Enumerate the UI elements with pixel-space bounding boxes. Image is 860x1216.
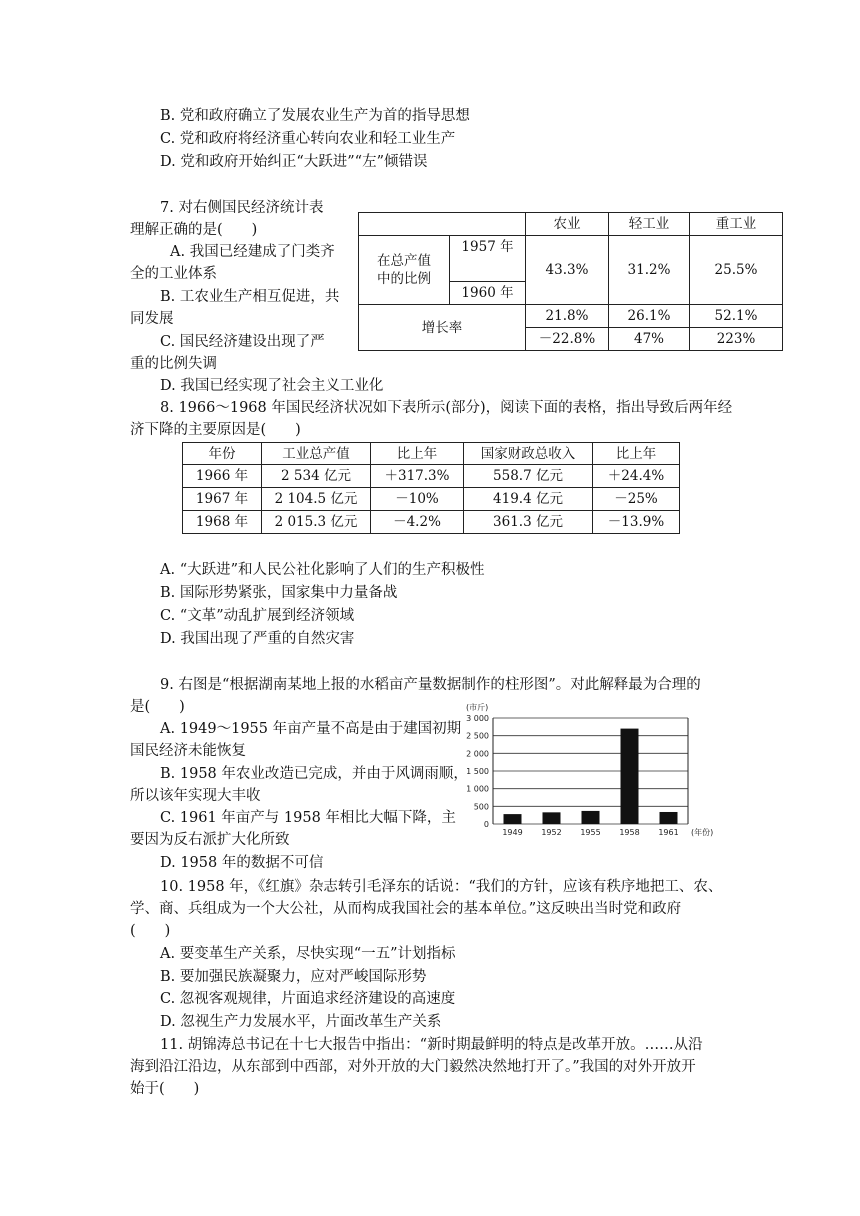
q10-option-b: B. 要加强民族凝聚力，应对严峻国际形势: [160, 969, 427, 985]
x-tick-label: 1955: [580, 828, 601, 837]
q8-stem-line2: 济下降的主要原因是( ): [130, 422, 301, 438]
q9-option-b-line1: B. 1958 年农业改造已完成，并由于风调雨顺，: [160, 766, 468, 782]
y-tick-label: 500: [473, 802, 489, 812]
bar-1958: [621, 729, 639, 824]
rice-yield-bar-chart: [455, 700, 740, 845]
y-tick-label: 2 000: [466, 749, 489, 759]
q7-option-c-line1: C. 国民经济建设出现了严: [160, 334, 325, 350]
table-row: [183, 511, 680, 534]
x-tick-label: 1952: [541, 828, 562, 837]
q10-stem-line3: ( ): [130, 923, 171, 939]
table-cell: 1967 年: [183, 488, 262, 511]
table-cell: 2 015.3 亿元: [262, 511, 371, 534]
q8-stem-line1: 8. 1966～1968 年国民经济状况如下表所示(部分)，阅读下面的表格，指出导致后两年经: [160, 400, 733, 416]
table-cell: 1966 年: [183, 465, 262, 488]
table-cell: －13.9%: [593, 511, 680, 534]
q7-header-heavy-industry: 重工业: [690, 213, 783, 236]
table-cell: ＋317.3%: [371, 465, 464, 488]
table-cell: －25%: [593, 488, 680, 511]
q8-option-a: A. “大跃进”和人民公社化影响了人们的生产积极性: [160, 562, 485, 578]
table-cell: 419.4 亿元: [464, 488, 593, 511]
table-row: [183, 488, 680, 511]
q8-header-change: 比上年: [593, 443, 680, 465]
q10-option-c: C. 忽视客观规律，片面追求经济建设的高速度: [160, 991, 456, 1007]
y-unit-label: (市斤): [466, 703, 489, 712]
q9-option-a-line2: 国民经济未能恢复: [130, 743, 246, 759]
q9-option-c-line1: C. 1961 年亩产与 1958 年相比大幅下降，主: [160, 810, 456, 826]
y-tick-label: 2 500: [466, 731, 489, 741]
q7-stem-line2: 理解正确的是( ): [130, 222, 258, 238]
y-tick-label: 1 000: [466, 784, 489, 794]
x-tick-label: 1958: [619, 828, 640, 837]
q7-year-1960: 1960 年: [450, 282, 526, 305]
q10-option-a: A. 要变革生产关系，尽快实现“一五”计划指标: [160, 946, 456, 962]
q7-growth1-light-industry: 26.1%: [609, 305, 690, 328]
q7-share-label: 在总产值 中的比例: [359, 236, 450, 305]
q7-growth1-heavy-industry: 52.1%: [690, 305, 783, 328]
x-tick-label: 1949: [502, 828, 523, 837]
x-unit-label: (年份): [691, 828, 714, 837]
q7-option-c-line2: 重的比例失调: [130, 356, 217, 372]
q8-header-revenue: 国家财政总收入: [464, 443, 593, 465]
q7-economy-table: [358, 212, 783, 351]
table-cell: －4.2%: [371, 511, 464, 534]
q6-option-d: D. 党和政府开始纠正“大跃进”“左”倾错误: [160, 154, 428, 170]
q7-stem-line1: 7. 对右侧国民经济统计表: [160, 200, 324, 216]
q8-header-year: 年份: [183, 443, 262, 465]
q10-stem-line2: 学、商、兵组成为一个大公社，从而构成我国社会的基本单位。”这反映出当时党和政府: [130, 901, 682, 917]
table-cell: 1968 年: [183, 511, 262, 534]
bar-1955: [582, 811, 600, 824]
q9-option-d: D. 1958 年的数据不可信: [160, 855, 324, 871]
q7-share-agriculture: 43.3%: [526, 236, 609, 305]
q9-stem-line1: 9. 右图是“根据湖南某地上报的水稻亩产量数据制作的柱形图”。对此解释最为合理的: [160, 677, 701, 693]
q7-header-light-industry: 轻工业: [609, 213, 690, 236]
x-tick-label: 1961: [658, 828, 679, 837]
q9-stem-line2: 是( ): [130, 699, 185, 715]
q7-option-d: D. 我国已经实现了社会主义工业化: [160, 378, 384, 394]
q7-option-b-line1: B. 工农业生产相互促进，共: [160, 289, 340, 305]
q7-growth2-agriculture: －22.8%: [526, 328, 609, 351]
bar-1952: [543, 812, 561, 824]
q9-option-a-line1: A. 1949～1955 年亩产量不高是由于建国初期: [160, 721, 462, 737]
q7-option-b-line2: 同发展: [130, 311, 174, 327]
table-row: [183, 465, 680, 488]
y-tick-label: 0: [483, 820, 489, 829]
q8-option-d: D. 我国出现了严重的自然灾害: [160, 631, 355, 647]
q7-share-light-industry: 31.2%: [609, 236, 690, 305]
q9-option-b-line2: 所以该年实现大丰收: [130, 788, 261, 804]
table-cell: 2 104.5 亿元: [262, 488, 371, 511]
q10-stem-line1: 10. 1958 年，《红旗》杂志转引毛泽东的话说：“我们的方针，应该有秩序地把工、农、: [160, 879, 723, 895]
y-tick-label: 1 500: [466, 767, 489, 776]
q7-growth-label: 增长率: [359, 305, 526, 351]
q6-option-b: B. 党和政府确立了发展农业生产为首的指导思想: [160, 108, 470, 124]
q9-option-c-line2: 要因为反右派扩大化所致: [130, 832, 290, 848]
q8-economy-table: [182, 442, 680, 534]
q8-option-b: B. 国际形势紧张，国家集中力量备战: [160, 585, 398, 601]
q7-share-heavy-industry: 25.5%: [690, 236, 783, 305]
q7-growth1-agriculture: 21.8%: [526, 305, 609, 328]
table-cell: 2 534 亿元: [262, 465, 371, 488]
q7-header-agriculture: 农业: [526, 213, 609, 236]
table-cell: －10%: [371, 488, 464, 511]
q11-stem-line2: 海到沿江沿边，从东部到中西部，对外开放的大门毅然决然地打开了。”我国的对外开放开: [130, 1059, 696, 1075]
table-cell: ＋24.4%: [593, 465, 680, 488]
q10-option-d: D. 忽视生产力发展水平，片面改革生产关系: [160, 1014, 442, 1030]
q7-growth2-light-industry: 47%: [609, 328, 690, 351]
q8-header-change: 比上年: [371, 443, 464, 465]
q7-option-a-line1: A. 我国已经建成了门类齐: [170, 244, 335, 260]
q7-option-a-line2: 全的工业体系: [130, 266, 217, 282]
table-cell: 361.3 亿元: [464, 511, 593, 534]
q11-stem-line3: 始于( ): [130, 1081, 200, 1097]
q8-header-industrial-output: 工业总产值: [262, 443, 371, 465]
table-cell: 558.7 亿元: [464, 465, 593, 488]
bar-1961: [660, 812, 678, 824]
q8-option-c: C. “文革”动乱扩展到经济领域: [160, 608, 355, 624]
bar-1949: [504, 814, 522, 824]
q7-year-1957: 1957 年: [450, 236, 526, 282]
y-tick-label: 3 000: [466, 714, 489, 723]
q7-growth2-heavy-industry: 223%: [690, 328, 783, 351]
q11-stem-line1: 11. 胡锦涛总书记在十七大报告中指出：“新时期最鲜明的特点是改革开放。……从沿: [160, 1037, 703, 1053]
q6-option-c: C. 党和政府将经济重心转向农业和轻工业生产: [160, 131, 456, 147]
